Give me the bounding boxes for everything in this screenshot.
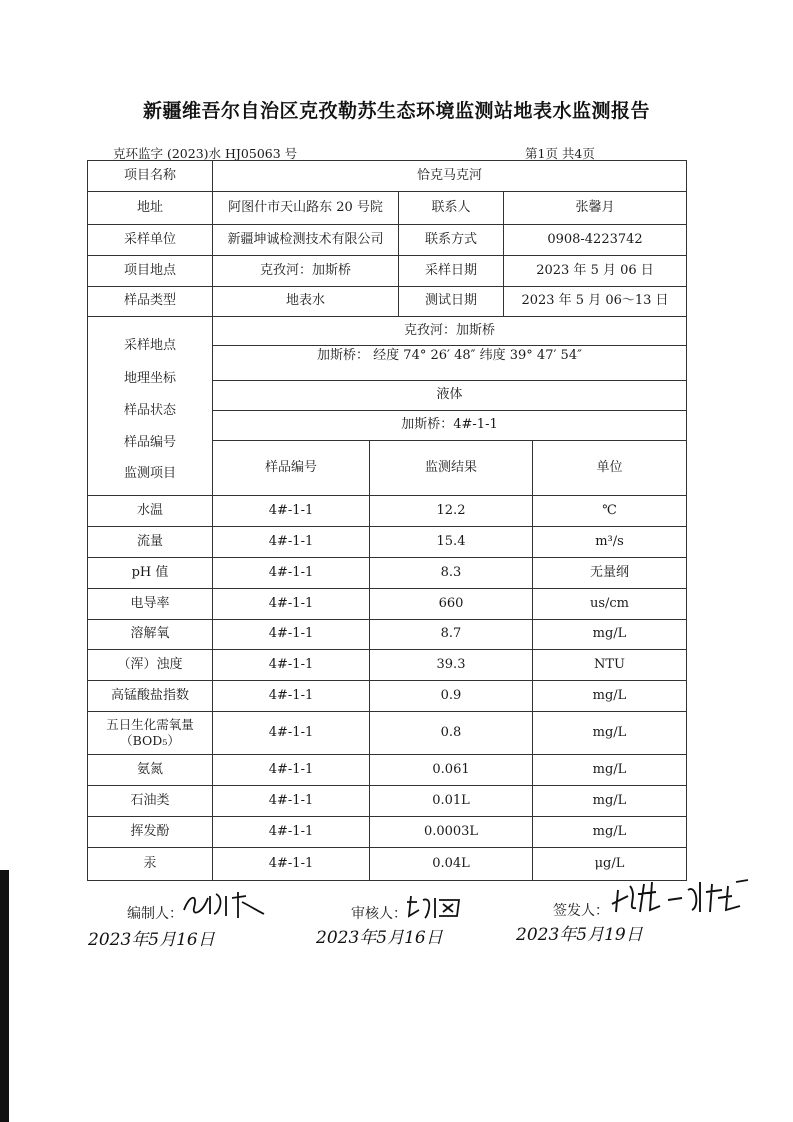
address-label: 地址 <box>87 191 213 225</box>
row-unit: NTU <box>532 649 687 681</box>
row-result: 0.01L <box>369 785 533 817</box>
row-result: 0.04L <box>369 847 533 881</box>
contact-method-label: 联系方式 <box>398 224 504 256</box>
sample-type-value: 地表水 <box>212 286 399 317</box>
col-header-result: 监测结果 <box>369 440 533 496</box>
sample-type-label: 样品类型 <box>87 286 213 317</box>
editor-signature <box>180 888 270 922</box>
row-sample-no: 4#-1-1 <box>212 816 370 848</box>
row-unit: mg/L <box>532 754 687 786</box>
row-unit: mg/L <box>532 680 687 712</box>
row-result: 0.061 <box>369 754 533 786</box>
row-item: 石油类 <box>87 785 213 817</box>
row-unit: 无量纲 <box>532 557 687 589</box>
row-item: 五日生化需氧量（BOD₅） <box>87 711 213 755</box>
row-sample-no: 4#-1-1 <box>212 649 370 681</box>
test-date-value: 2023 年 5 月 06～13 日 <box>503 286 687 317</box>
row-unit: μg/L <box>532 847 687 881</box>
row-item: 溶解氧 <box>87 619 213 650</box>
row-result: 0.8 <box>369 711 533 755</box>
sampling-date-value: 2023 年 5 月 06 日 <box>503 255 687 287</box>
row-result: 8.7 <box>369 619 533 650</box>
editor-date: 2023年5月16日 <box>88 930 215 950</box>
col-header-sample-no: 样品编号 <box>212 440 370 496</box>
site-coord-value: 加斯桥： 经度 74° 26′ 48″ 纬度 39° 47′ 54″ <box>212 345 687 381</box>
row-result: 660 <box>369 588 533 620</box>
sampling-date-label: 采样日期 <box>398 255 504 287</box>
site-state-value: 液体 <box>212 380 687 411</box>
row-sample-no: 4#-1-1 <box>212 754 370 786</box>
row-sample-no: 4#-1-1 <box>212 847 370 881</box>
row-result: 8.3 <box>369 557 533 589</box>
row-item: （浑）浊度 <box>87 649 213 681</box>
editor-label: 编制人： <box>127 906 183 922</box>
project-name-value: 恰克马克河 <box>212 160 687 192</box>
row-sample-no: 4#-1-1 <box>212 619 370 650</box>
row-result: 0.9 <box>369 680 533 712</box>
col-header-item: 监测项目 <box>123 466 176 481</box>
row-sample-no: 4#-1-1 <box>212 557 370 589</box>
row-unit: mg/L <box>532 711 687 755</box>
row-result: 15.4 <box>369 526 533 558</box>
row-item: 汞 <box>87 847 213 881</box>
row-result: 12.2 <box>369 495 533 527</box>
row-unit: ℃ <box>532 495 687 527</box>
address-value: 阿图什市天山路东 20 号院 <box>212 191 399 225</box>
row-sample-no: 4#-1-1 <box>212 680 370 712</box>
col-header-unit: 单位 <box>532 440 687 496</box>
row-sample-no: 4#-1-1 <box>212 588 370 620</box>
site-state-label: 样品状态 <box>123 403 176 418</box>
row-item: 水温 <box>87 495 213 527</box>
location-value: 克孜河：加斯桥 <box>212 255 399 287</box>
row-item: 挥发酚 <box>87 816 213 848</box>
row-item: 氨氮 <box>87 754 213 786</box>
scan-edge-shadow <box>0 870 9 1122</box>
contact-value: 张馨月 <box>503 191 687 225</box>
issuer-date: 2023年5月19日 <box>516 925 643 945</box>
row-item: 高锰酸盐指数 <box>87 680 213 712</box>
row-result: 0.0003L <box>369 816 533 848</box>
row-item: pH 值 <box>87 557 213 589</box>
contact-method-value: 0908-4223742 <box>503 224 687 256</box>
row-sample-no: 4#-1-1 <box>212 526 370 558</box>
report-number: 克环监字 (2023)水 HJ05063 号 <box>113 146 298 161</box>
row-result: 39.3 <box>369 649 533 681</box>
site-sample-no-value: 加斯桥：4#-1-1 <box>212 410 687 441</box>
page-number: 第1页 共4页 <box>525 146 595 161</box>
row-unit: mg/L <box>532 816 687 848</box>
project-name-label: 项目名称 <box>87 160 213 192</box>
row-item: 流量 <box>87 526 213 558</box>
row-unit: mg/L <box>532 619 687 650</box>
row-unit: m³/s <box>532 526 687 558</box>
row-sample-no: 4#-1-1 <box>212 711 370 755</box>
row-unit: us/cm <box>532 588 687 620</box>
row-unit: mg/L <box>532 785 687 817</box>
reviewer-signature <box>403 892 473 922</box>
row-sample-no: 4#-1-1 <box>212 785 370 817</box>
reviewer-label: 审核人： <box>351 906 407 922</box>
reviewer-date: 2023年5月16日 <box>316 928 443 948</box>
location-label: 项目地点 <box>87 255 213 287</box>
sampling-unit-value: 新疆坤诚检测技术有限公司 <box>212 224 399 256</box>
site-sample-no-label: 样品编号 <box>123 435 176 450</box>
row-sample-no: 4#-1-1 <box>212 495 370 527</box>
issuer-signature <box>608 876 758 918</box>
row-item: 电导率 <box>87 588 213 620</box>
issuer-label: 签发人： <box>553 903 609 919</box>
sampling-unit-label: 采样单位 <box>87 224 213 256</box>
test-date-label: 测试日期 <box>398 286 504 317</box>
report-title: 新疆维吾尔自治区克孜勒苏生态环境监测站地表水监测报告 <box>142 100 650 122</box>
contact-label: 联系人 <box>398 191 504 225</box>
site-coord-label: 地理坐标 <box>123 371 176 386</box>
site-point-value: 克孜河：加斯桥 <box>212 316 687 346</box>
site-point-label: 采样地点 <box>123 338 176 353</box>
